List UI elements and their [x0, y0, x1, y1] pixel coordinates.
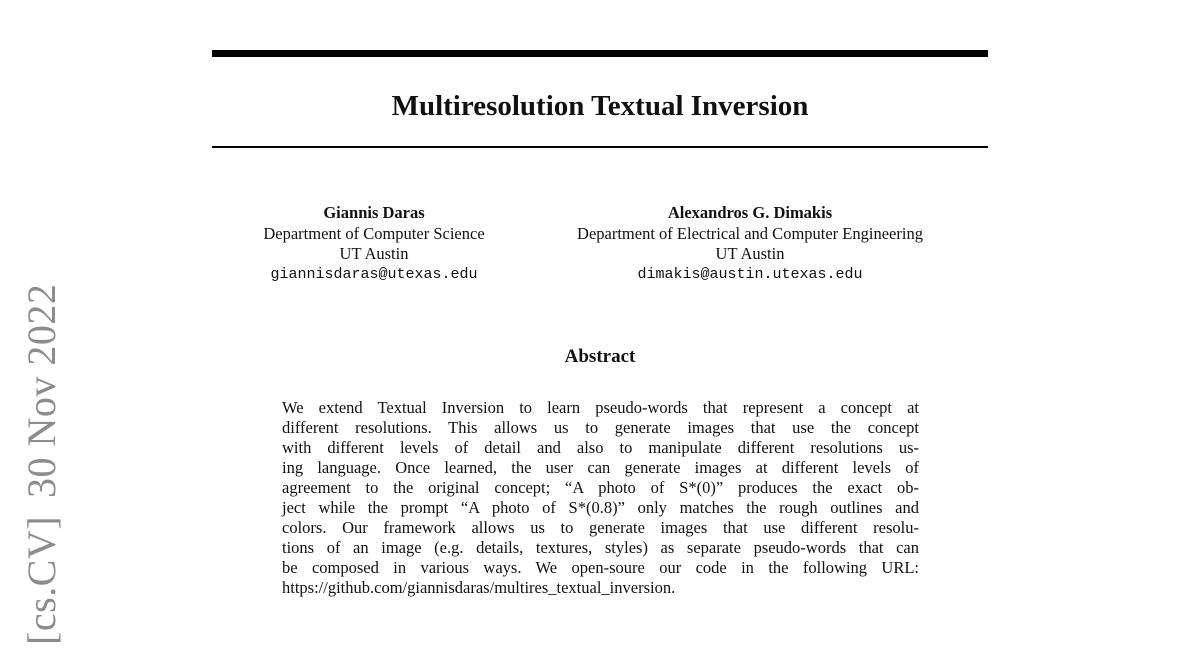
- paper-title: Multiresolution Textual Inversion: [391, 90, 809, 122]
- author-department: Department of Electrical and Computer Engineering: [577, 223, 923, 243]
- abstract-line: be composed in various ways. We open-soure our code in the following URL:: [282, 558, 919, 577]
- abstract-line: ing language. Once learned, the user can generate images at different levels of: [282, 458, 919, 477]
- author-institution: UT Austin: [715, 244, 785, 263]
- abstract-heading: Abstract: [564, 346, 636, 367]
- author-name: Giannis Daras: [323, 203, 425, 222]
- arxiv-category: [cs.CV]: [19, 515, 64, 645]
- abstract-line: different resolutions. This allows us to generate images that use the concept: [282, 418, 919, 437]
- title-rule: [212, 146, 988, 148]
- abstract-body: [282, 398, 919, 598]
- arxiv-date: 30 Nov 2022: [19, 283, 64, 498]
- abstract-line: ject while the prompt “A photo of S*(0.8)” only matches the rough outlines and: [282, 498, 919, 517]
- abstract-line: tions of an image (e.g. details, textures, styles) as separate pseudo-words that can: [282, 538, 919, 557]
- arxiv-stamp: [18, 284, 66, 645]
- abstract-line: agreement to the original concept; “A photo of S*(0)” produces the exact ob-: [282, 478, 919, 497]
- author-email: dimakis@austin.utexas.edu: [637, 265, 863, 283]
- author-institution: UT Austin: [339, 244, 409, 263]
- author-block-1: [234, 203, 514, 285]
- abstract-line: with different levels of detail and also to manipulate different resolutions us-: [282, 438, 919, 457]
- author-email: giannisdaras@utexas.edu: [270, 265, 478, 283]
- abstract-line: We extend Textual Inversion to learn pseudo-words that represent a concept at: [282, 398, 919, 417]
- abstract-line: https://github.com/giannisdaras/multires_textual_inversion.: [282, 578, 676, 597]
- author-department: Department of Computer Science: [263, 223, 485, 243]
- top-rule: [212, 50, 988, 57]
- author-block-2: [540, 203, 960, 285]
- author-name: Alexandros G. Dimakis: [667, 203, 833, 222]
- abstract-line: colors. Our framework allows us to generate images that use different resolu-: [282, 518, 919, 537]
